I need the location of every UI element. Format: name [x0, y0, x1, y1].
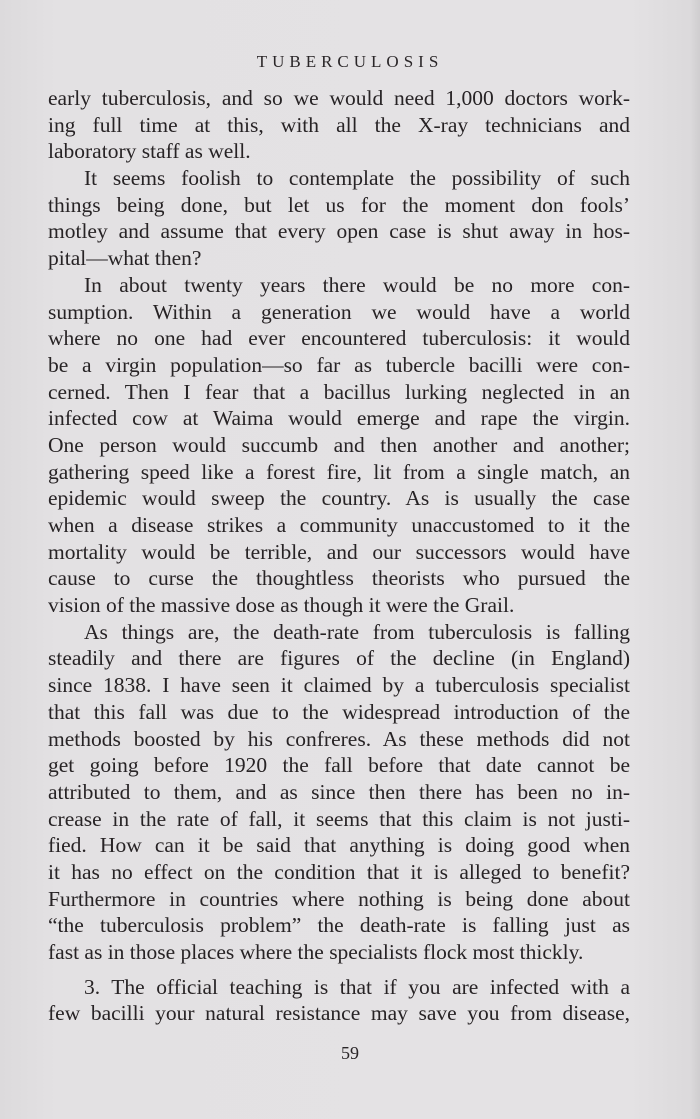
text-line: few bacilli your natural resistance may save you from disease, [48, 1001, 630, 1026]
text-line: crease in the rate of fall, it seems that this claim is not justi- [48, 806, 630, 831]
text-line: it has no effect on the condition that it is alleged to benefit? [48, 859, 630, 884]
text-line: where no one had ever encountered tuberculosis: it would [48, 326, 630, 351]
text-line: Furthermore in countries where nothing is being done about [48, 886, 630, 911]
text-line: fast as in those places where the specialists flock most thickly. [48, 940, 584, 964]
text-line: fied. How can it be said that anything is doing good when [48, 833, 630, 858]
text-line: steadily and there are figures of the decline (in England) [48, 646, 630, 671]
text-line: It seems foolish to contemplate the possibility of such [84, 166, 630, 191]
text-line: In about twenty years there would be no more con- [84, 272, 630, 297]
text-line: get going before 1920 the fall before that date cannot be [48, 753, 630, 778]
text-line: ing full time at this, with all the X-ray technicians and [48, 112, 630, 137]
text-line: that this fall was due to the widespread introduction of the [48, 699, 630, 724]
text-line: One person would succumb and then another and another; [48, 432, 630, 457]
text-line: since 1838. I have seen it claimed by a tuberculosis specialist [48, 673, 630, 698]
text-line: gathering speed like a forest fire, lit from a single match, an [48, 459, 630, 484]
text-line: be a virgin population—so far as tubercle bacilli were con- [48, 352, 630, 377]
text-line: 3. The official teaching is that if you are infected with a [84, 974, 630, 999]
page-number: 59 [341, 1043, 359, 1063]
text-line: laboratory staff as well. [48, 139, 251, 164]
text-line: “the tuberculosis problem” the death-rate is falling just as [48, 913, 630, 938]
page-edge-shadow [690, 0, 700, 1119]
running-head: TUBERCULOSIS [256, 52, 444, 71]
text-line: As things are, the death-rate from tuberculosis is falling [84, 619, 630, 644]
text-line: motley and assume that every open case is shut away in hos- [48, 219, 630, 244]
text-line: vision of the massive dose as though it were the Grail. [48, 593, 515, 618]
text-line: pital—what then? [48, 246, 202, 271]
text-line: sumption. Within a generation we would have a world [48, 299, 630, 324]
text-line: when a disease strikes a community unaccustomed to it the [48, 513, 630, 537]
text-line: attributed to them, and as since then there has been no in- [48, 779, 630, 804]
text-line: things being done, but let us for the moment don fools’ [48, 192, 630, 217]
text-line: methods boosted by his confreres. As these methods did not [48, 726, 630, 751]
text-line: cause to curse the thoughtless theorists who pursued the [48, 566, 630, 591]
text-line: mortality would be terrible, and our successors would have [48, 539, 630, 564]
text-line: cerned. Then I fear that a bacillus lurking neglected in an [48, 379, 630, 404]
text-line: epidemic would sweep the country. As is usually the case [48, 486, 630, 511]
text-line: early tuberculosis, and so we would need 1,000 doctors work- [48, 86, 630, 110]
text-line: infected cow at Waima would emerge and rape the virgin. [48, 406, 630, 431]
body-text [48, 85, 630, 1027]
